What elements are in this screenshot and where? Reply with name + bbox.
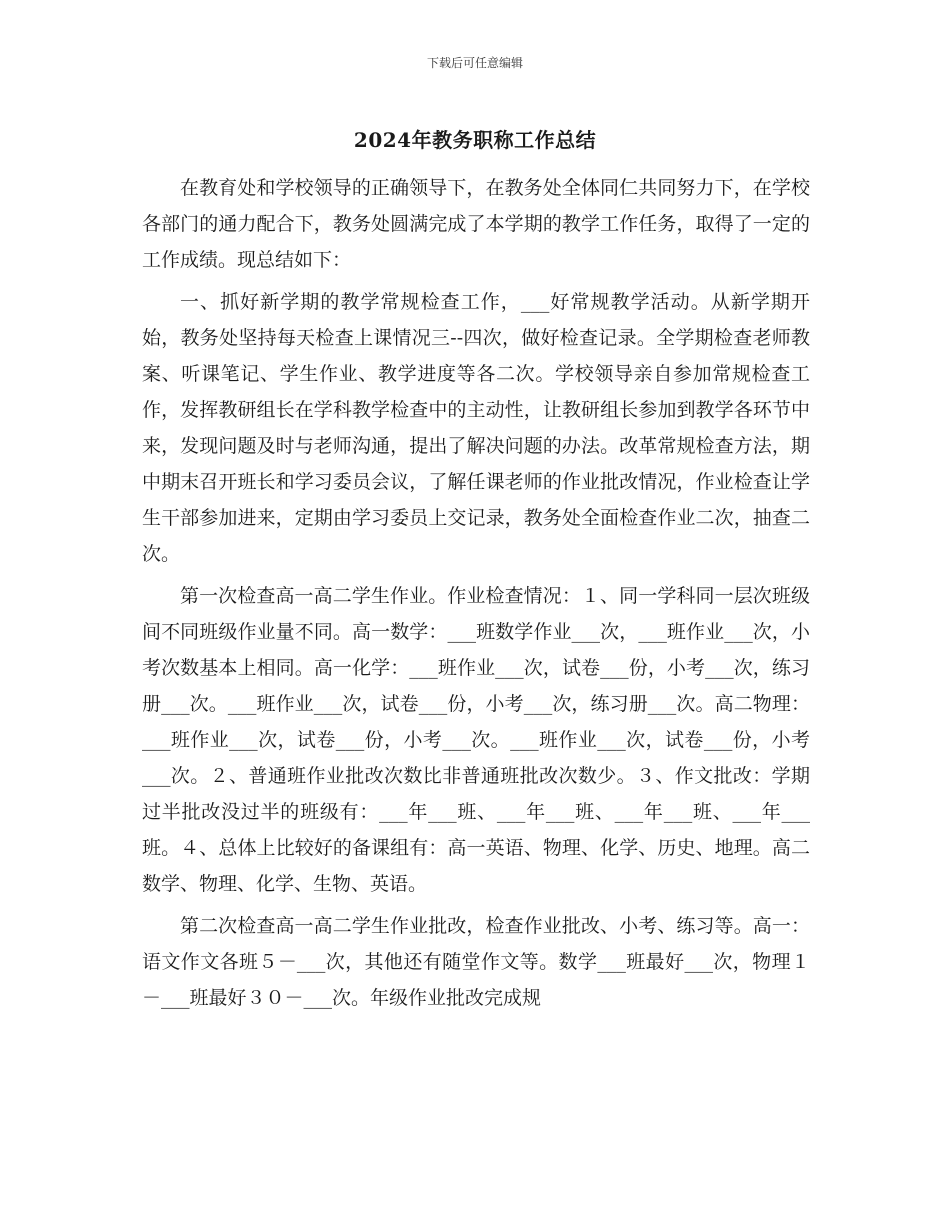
paragraph-second-inspection: 第二次检查高一高二学生作业批改，检查作业批改、小考、练习等。高一：语文作文各班５－___次，其他还有随堂作文等。数学___班最好___次，物理１－___班最好３０－___次。年级作业批改完成规 — [142, 915, 810, 1009]
page-header: 下载后可任意编辑 — [426, 56, 523, 70]
document-title: 2024年教务职称工作总结 — [353, 128, 597, 152]
document-body — [142, 170, 810, 1022]
paragraph-first-inspection: 第一次检查高一高二学生作业。作业检查情况：１、同一学科同一层次班级间不同班级作业量不同。高一数学：___班数学作业___次，___班作业___次，小考次数基本上相同。高一化学：___班作业___次，试卷___份，小考___次，练习册___次。___班作业___次，试卷___份，小考___次，练习册___次。高二物理：___班作业___次，试卷___份，小考___次。___班作业___次，试卷___份，小考___次。２、普通班作业批改次数比非普通班批改次数少。３、作文批改：学期过半批改没过半的班级有：___年___班、___年___班、___年___班、___年___班。４、总体上比较好的备课组有：高一英语、物理、化学、历史、地理。高二数学、物理、化学、生物、英语。 — [142, 585, 810, 895]
paragraph-routine-inspection: 一、抓好新学期的教学常规检查工作，___好常规教学活动。从新学期开始，教务处坚持每天检查上课情况三--四次，做好检查记录。全学期检查老师教案、听课笔记、学生作业、教学进度等各二次。学校领导亲自参加常规检查工作，发挥教研组长在学科教学检查中的主动性，让教研组长参加到教学各环节中来，发现问题及时与老师沟通，提出了解决问题的办法。改革常规检查方法，期中期末召开班长和学习委员会议，了解任课老师的作业批改情况，作业检查让学生干部参加进来，定期由学习委员上交记录，教务处全面检查作业二次，抽查二次。 — [142, 291, 810, 565]
paragraph-intro: 在教育处和学校领导的正确领导下，在教务处全体同仁共同努力下，在学校各部门的通力配合下，教务处圆满完成了本学期的教学工作任务，取得了一定的工作成绩。现总结如下： — [142, 177, 810, 271]
